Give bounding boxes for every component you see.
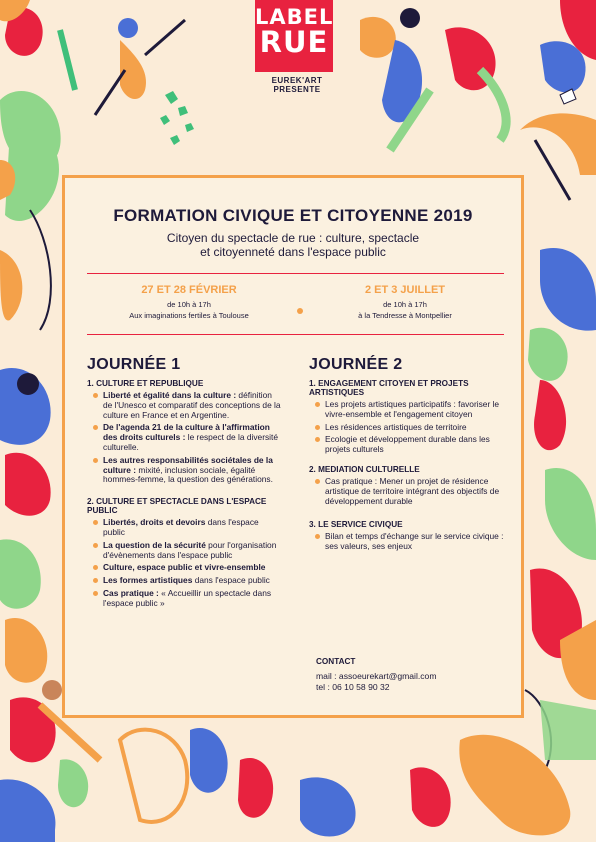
session-1 — [89, 284, 289, 320]
session-1-place: Aux imaginations fertiles à Toulouse — [129, 311, 249, 320]
presenter-credit: EUREK'ART PRESENTE — [271, 76, 323, 94]
item-bold: Les formes artistiques — [103, 575, 193, 586]
item-bold: La question de la sécurité — [103, 539, 206, 550]
day-1-section-2-list — [87, 518, 282, 608]
list-item: Les résidences artistiques de territoire — [325, 423, 504, 433]
subtitle-line-1: Citoyen du spectacle de rue : culture, spectacle — [166, 231, 420, 245]
day-2-section-3-list — [309, 532, 504, 552]
day-1-column — [87, 356, 282, 615]
list-item — [103, 541, 282, 561]
contact-heading: CONTACT — [316, 657, 356, 666]
subtitle — [65, 231, 521, 259]
page-title: FORMATION CIVIQUE ET CITOYENNE 2019 — [113, 206, 473, 225]
item-text: mixité, inclusion sociale, égalité hommes-femme, la question des générations. — [103, 464, 273, 485]
label-rue-logo — [255, 0, 333, 72]
session-2-place: à la Tendresse à Montpellier — [358, 311, 452, 320]
item-bold: Cas pratique : — [103, 587, 159, 598]
list-item — [103, 589, 282, 609]
session-2-dates: 2 ET 3 JUILLET — [364, 284, 446, 296]
list-item — [103, 456, 282, 485]
day-2-column — [309, 356, 504, 558]
subtitle-line-2: et citoyenneté dans l'espace public — [200, 245, 386, 259]
contact-phone[interactable]: tel : 06 10 58 90 32 — [316, 682, 390, 692]
session-1-dates: 27 ET 28 FÉVRIER — [141, 284, 237, 296]
item-text: dans l'espace public — [103, 517, 259, 537]
list-item: Ecologie et développement durable dans les projets culturels — [325, 435, 504, 455]
session-2-hours: de 10h à 17h — [383, 300, 427, 309]
item-bold: Culture, espace public et vivre-ensemble — [103, 562, 266, 573]
session-1-hours: de 10h à 17h — [167, 300, 211, 309]
item-text: pour l'organisation d'évènements dans l'espace public — [103, 539, 277, 560]
day-1-heading: JOURNÉE 1 — [87, 356, 181, 373]
session-2 — [305, 284, 505, 320]
list-item: Cas pratique : Mener un projet de résidence artistique de territoire intégrant des objectifs de développement durable — [325, 477, 504, 506]
list-item — [103, 518, 282, 538]
list-item: Bilan et temps d'échange sur le service civique : ses valeurs, ses enjeux — [325, 531, 504, 552]
list-item: Les projets artistiques participatifs : favoriser le vivre-ensemble et l'engagement citoyen — [325, 400, 504, 420]
list-item — [103, 423, 282, 452]
item-bold: De l'agenda 21 de la culture à l'affirmation des droits culturels : — [103, 422, 270, 443]
day-1-section-2-heading: 2. CULTURE ET SPECTACLE DANS L'ESPACE PUBLIC — [87, 497, 267, 516]
item-bold: Liberté et égalité dans la culture : — [103, 390, 237, 400]
day-2-section-2-heading: 2. MEDIATION CULTURELLE — [309, 464, 420, 474]
day-2-heading: JOURNÉE 2 — [309, 356, 403, 373]
list-item — [103, 391, 282, 420]
item-bold: Libertés, droits et devoirs — [103, 517, 206, 528]
contact-mail[interactable]: mail : assoeurekart@gmail.com — [316, 670, 437, 681]
day-1-section-1-heading: 1. CULTURE ET REPUBLIQUE — [87, 379, 204, 388]
logo-line-1: LABEL — [255, 5, 334, 29]
item-text: le respect de la diversité culturelle. — [103, 432, 279, 452]
middle-separator — [87, 334, 504, 335]
logo-line-2: RUE — [259, 25, 329, 59]
item-bold: Les autres responsabilités sociétales de la culture : — [103, 454, 273, 475]
top-separator — [87, 273, 504, 274]
day-2-section-1-list — [309, 400, 504, 455]
day-2-section-3-heading: 3. LE SERVICE CIVIQUE — [309, 520, 403, 530]
item-text: définition de l'Unesco et comparatif des conceptions de la culture en France et en Argentine. — [103, 390, 281, 420]
day-1-section-1-list — [87, 391, 282, 485]
contact-block — [316, 656, 436, 694]
info-card — [62, 175, 524, 718]
day-2-section-1-heading: 1. ENGAGEMENT CITOYEN ET PROJETS ARTISTIQUES — [309, 379, 469, 397]
item-text: « Accueillir un spectacle dans l'espace public » — [103, 587, 272, 608]
list-item — [103, 563, 282, 573]
day-2-section-2-list — [309, 477, 504, 506]
list-item — [103, 576, 282, 586]
separator-dot — [297, 308, 303, 314]
item-text: dans l'espace public — [192, 575, 270, 586]
